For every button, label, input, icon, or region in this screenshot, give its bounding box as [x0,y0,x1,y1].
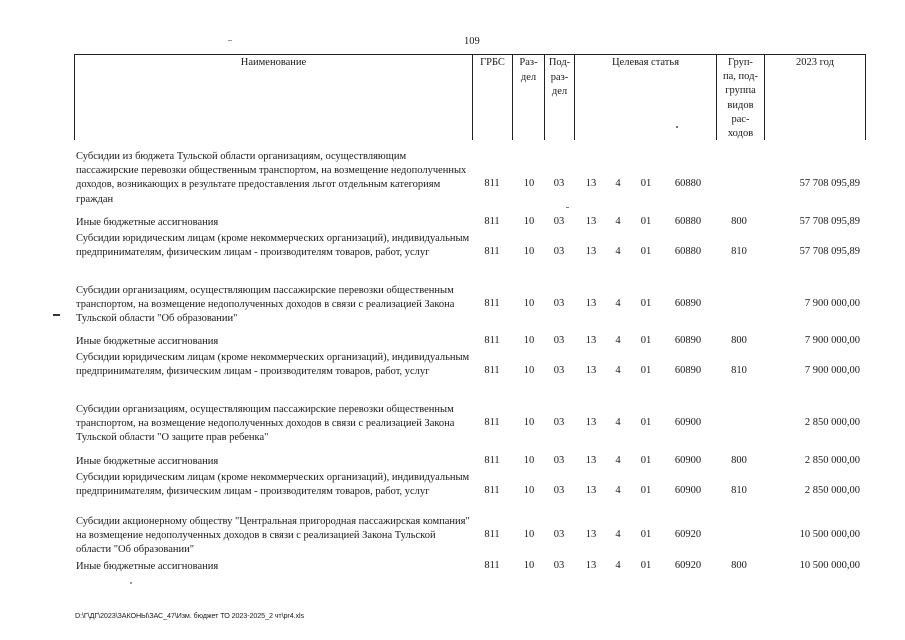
cell-cs2: 4 [615,560,621,571]
cell-cs4: 60880 [674,178,702,190]
cell-cs2: 4 [615,365,621,377]
cell-cs4: 60880 [674,246,702,258]
header-celevaya-statya: Целевая статья [574,54,716,140]
cell-cs1: 13 [585,365,597,377]
cell-cs1: 13 [585,529,597,541]
row-name: Иные бюджетные ассигнования [76,561,219,572]
cell-rz: 10 [523,417,535,429]
cell-cs3: 01 [640,335,652,346]
cell-cs2: 4 [615,298,621,310]
cell-vr: 800 [731,216,747,227]
cell-vr: 800 [731,560,747,571]
cell-cs2: 4 [615,216,621,227]
row-name: Субсидии из бюджета Тульской области организациям, осуществляющим пассажирские перевозки общественным транспортом, на возмещение недополученных доходов, возникающих в результате предоставления льгот отдельным категориям граждан [76,151,467,205]
cell-grbs: 811 [484,335,500,346]
cell-grbs: 811 [484,529,500,541]
cell-vr: 810 [731,485,747,497]
cell-pr: 03 [553,417,565,429]
cell-cs2: 4 [615,335,621,346]
cell-cs4: 60890 [674,335,702,346]
cell-amount: 57 708 095,89 [799,246,860,258]
cell-cs1: 13 [585,298,597,310]
cell-rz: 10 [523,216,535,227]
header-razdel: Раз- дел [512,54,544,140]
row-name: Иные бюджетные ассигнования [76,217,219,228]
cell-cs4: 60880 [674,216,702,227]
row-name: Субсидии организациям, осуществляющим пассажирские перевозки общественным транспортом, на возмещение недополученных доходов в связи с реализацией Закона Тульской области "О защите прав ребенка" [76,404,455,444]
cell-cs4: 60920 [674,529,702,541]
row-name: Иные бюджетные ассигнования [76,456,219,467]
cell-cs1: 13 [585,178,597,190]
cell-vr: 810 [731,246,747,258]
cell-rz: 10 [523,560,535,571]
cell-amount: 57 708 095,89 [799,178,860,190]
cell-rz: 10 [523,455,535,466]
cell-pr: 03 [553,455,565,466]
cell-rz: 10 [523,529,535,541]
cell-amount: 2 850 000,00 [804,455,860,466]
cell-rz: 10 [523,365,535,377]
cell-cs3: 01 [640,485,652,497]
cell-cs2: 4 [615,417,621,429]
cell-cs4: 60890 [674,365,702,377]
cell-grbs: 811 [484,560,500,571]
cell-cs4: 60900 [674,455,702,466]
scan-mark [676,126,678,128]
cell-cs3: 01 [640,178,652,190]
row-name: Иные бюджетные ассигнования [76,336,219,347]
cell-pr: 03 [553,560,565,571]
cell-pr: 03 [553,216,565,227]
row-name: Субсидии организациям, осуществляющим пассажирские перевозки общественным транспортом, на возмещение недополученных доходов в связи с реализацией Закона Тульской области "Об образовании" [76,285,455,325]
cell-cs4: 60920 [674,560,702,571]
cell-cs3: 01 [640,298,652,310]
cell-pr: 03 [553,246,565,258]
cell-rz: 10 [523,335,535,346]
cell-vr: 800 [731,335,747,346]
cell-amount: 2 850 000,00 [804,417,860,429]
header-grbs: ГРБС [472,54,512,140]
cell-pr: 03 [553,178,565,190]
cell-rz: 10 [523,246,535,258]
scan-mark [566,207,569,208]
header-gruppa-vidov: Груп- па, под- группа видов рас- ходов [716,54,764,140]
cell-grbs: 811 [484,485,500,497]
cell-grbs: 811 [484,178,500,190]
cell-amount: 7 900 000,00 [804,298,860,310]
header-year: 2023 год [764,54,866,140]
row-name: Субсидии юридическим лицам (кроме некоммерческих организаций), индивидуальным предпринимателям, физическим лицам - производителям товаров, работ, услуг [76,472,470,498]
cell-cs3: 01 [640,455,652,466]
cell-grbs: 811 [484,298,500,310]
cell-cs3: 01 [640,216,652,227]
cell-cs1: 13 [585,417,597,429]
header-podrazdel: Под- раз- дел [544,54,574,140]
cell-rz: 10 [523,298,535,310]
cell-pr: 03 [553,485,565,497]
page-number: 109 [464,36,480,47]
cell-cs2: 4 [615,246,621,258]
cell-cs3: 01 [640,246,652,258]
cell-grbs: 811 [484,246,500,258]
cell-cs4: 60900 [674,417,702,429]
cell-pr: 03 [553,298,565,310]
cell-amount: 7 900 000,00 [804,365,860,377]
cell-grbs: 811 [484,417,500,429]
cell-cs2: 4 [615,455,621,466]
cell-cs4: 60890 [674,298,702,310]
cell-vr: 800 [731,455,747,466]
scan-mark [130,582,132,584]
cell-grbs: 811 [484,365,500,377]
cell-amount: 10 500 000,00 [799,529,860,541]
cell-cs3: 01 [640,417,652,429]
cell-cs1: 13 [585,335,597,346]
cell-cs3: 01 [640,529,652,541]
footer-file-path: D:\Г\ДГ\2023\ЗАКОНЫ\ЗАС_47\Изм. бюджет ТО 2023-2025_2 чт\pr4.xls [75,611,304,620]
header-name: Наименование [74,54,472,140]
cell-cs3: 01 [640,365,652,377]
row-name: Субсидии юридическим лицам (кроме некоммерческих организаций), индивидуальным предпринимателям, физическим лицам - производителям товаров, работ, услуг [76,352,470,378]
scan-mark [53,314,60,316]
cell-cs1: 13 [585,455,597,466]
cell-rz: 10 [523,485,535,497]
cell-amount: 10 500 000,00 [799,560,860,571]
cell-grbs: 811 [484,216,500,227]
cell-pr: 03 [553,529,565,541]
cell-cs2: 4 [615,178,621,190]
cell-cs1: 13 [585,216,597,227]
scan-mark [228,40,232,41]
cell-cs2: 4 [615,485,621,497]
cell-cs4: 60900 [674,485,702,497]
cell-cs1: 13 [585,246,597,258]
cell-rz: 10 [523,178,535,190]
cell-amount: 7 900 000,00 [804,335,860,346]
cell-pr: 03 [553,335,565,346]
cell-amount: 57 708 095,89 [799,216,860,227]
cell-pr: 03 [553,365,565,377]
cell-cs1: 13 [585,560,597,571]
cell-cs2: 4 [615,529,621,541]
cell-amount: 2 850 000,00 [804,485,860,497]
cell-grbs: 811 [484,455,500,466]
row-name: Субсидии акционерному обществу "Центральная пригородная пассажирская компания" на возмещение недополученных доходов в связи с реализацией Закона Тульской области "Об образовании" [76,516,470,556]
row-name: Субсидии юридическим лицам (кроме некоммерческих организаций), индивидуальным предпринимателям, физическим лицам - производителям товаров, работ, услуг [76,233,470,259]
cell-vr: 810 [731,365,747,377]
cell-cs3: 01 [640,560,652,571]
cell-cs1: 13 [585,485,597,497]
